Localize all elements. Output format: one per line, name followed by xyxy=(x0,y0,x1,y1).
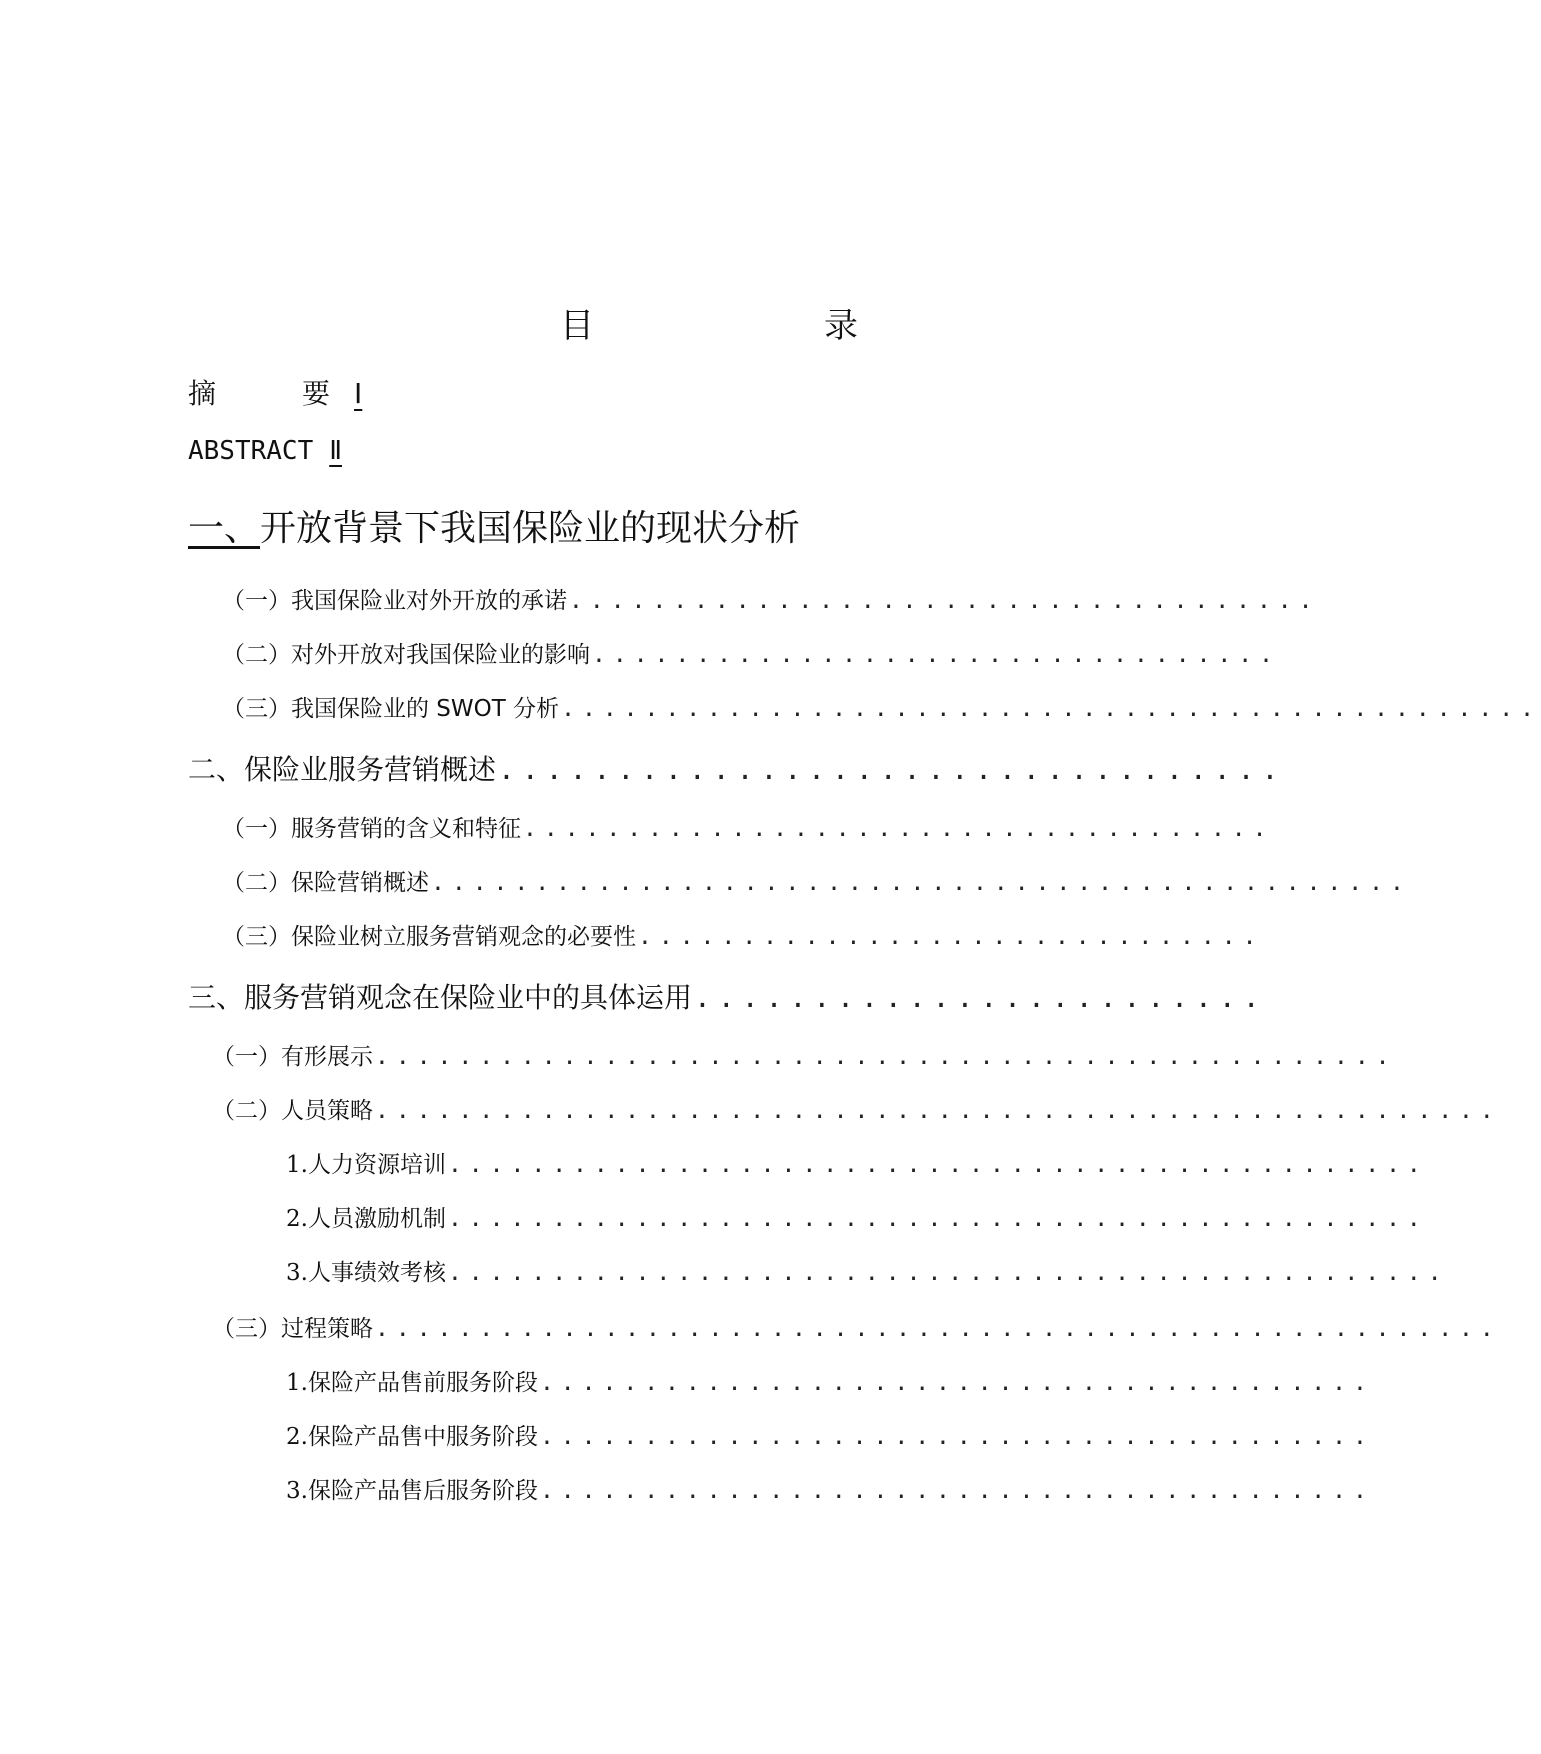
section-number: （一） xyxy=(222,816,291,842)
dot-leader: ................................................. xyxy=(375,1044,1397,1070)
dot-leader: ...................................................... xyxy=(375,1098,1501,1124)
section-number: （二） xyxy=(222,870,291,896)
chapter-number: 一、 xyxy=(188,508,261,549)
page-title: 目 录 xyxy=(560,306,912,346)
section-number: （三） xyxy=(222,696,291,722)
item-number: 1. xyxy=(286,1370,308,1396)
chapter-number: 三、 xyxy=(188,981,245,1014)
entry-label: ABSTRACT xyxy=(188,436,314,466)
toc-entry[interactable] xyxy=(222,690,1541,723)
entry-label: 摘 要 xyxy=(188,377,341,410)
dot-leader: .................................... xyxy=(523,816,1274,842)
page-number: Ⅱ xyxy=(329,436,343,466)
section-title: 我国保险业的 SWOT 分析 xyxy=(291,696,560,722)
item-title: 人力资源培训 xyxy=(307,1152,446,1178)
toc-entry[interactable] xyxy=(212,1310,1501,1343)
toc-entry[interactable] xyxy=(222,636,1280,669)
item-title: 保险产品售中服务阶段 xyxy=(307,1424,538,1450)
dot-leader: ........................................ xyxy=(539,1424,1374,1450)
dot-leader: ............................................... xyxy=(431,870,1411,896)
item-number: 2. xyxy=(286,1424,308,1450)
toc-entry-abstract[interactable] xyxy=(188,436,342,466)
toc-entry[interactable] xyxy=(286,1146,1428,1179)
section-title: 保险业树立服务营销观念的必要性 xyxy=(291,924,636,950)
dot-leader: ................................................ xyxy=(447,1260,1449,1286)
toc-entry[interactable] xyxy=(222,918,1264,951)
toc-entry[interactable] xyxy=(222,582,1320,615)
chapter-title: 保险业服务营销概述 xyxy=(244,753,497,786)
toc-entry[interactable] xyxy=(286,1200,1428,1233)
toc-entry[interactable] xyxy=(212,1038,1397,1071)
dot-leader: ........................................ xyxy=(539,1478,1374,1504)
dot-leader: ................................. xyxy=(592,642,1280,668)
chapter-title: 开放背景下我国保险业的现状分析 xyxy=(260,508,801,549)
dot-leader: ...................................................... xyxy=(375,1316,1501,1342)
section-number: （二） xyxy=(222,642,291,668)
toc-entry[interactable] xyxy=(212,1092,1501,1125)
dot-leader: .............................. xyxy=(638,924,1264,950)
dot-leader: ............................................... xyxy=(447,1206,1428,1232)
toc-entry[interactable] xyxy=(286,1254,1449,1287)
section-number: （一） xyxy=(222,588,291,614)
dot-leader: .................................... xyxy=(569,588,1320,614)
section-number: （三） xyxy=(222,924,291,950)
toc-entry-chapter-1[interactable] xyxy=(188,500,800,551)
dot-leader: ............................................... xyxy=(561,696,1541,722)
item-title: 保险产品售后服务阶段 xyxy=(307,1478,538,1504)
item-title: 保险产品售前服务阶段 xyxy=(307,1370,538,1396)
item-number: 1. xyxy=(286,1152,308,1178)
section-title: 人员策略 xyxy=(281,1098,373,1124)
dot-leader: ............................................... xyxy=(447,1152,1428,1178)
section-number: （二） xyxy=(212,1098,281,1124)
page-number: Ⅰ xyxy=(354,377,363,410)
item-number: 2. xyxy=(286,1206,308,1232)
item-title: 人员激励机制 xyxy=(307,1206,446,1232)
toc-entry-chapter-2[interactable] xyxy=(188,748,1286,788)
section-title: 服务营销的含义和特征 xyxy=(291,816,521,842)
toc-entry[interactable] xyxy=(286,1418,1374,1451)
item-number: 3. xyxy=(286,1478,308,1504)
toc-entry[interactable] xyxy=(222,864,1411,897)
section-title: 对外开放对我国保险业的影响 xyxy=(291,642,590,668)
section-title: 过程策略 xyxy=(281,1316,373,1342)
section-number: （一） xyxy=(212,1044,281,1070)
section-title: 保险营销概述 xyxy=(291,870,429,896)
chapter-number: 二、 xyxy=(188,753,245,786)
dot-leader: ........................ xyxy=(694,981,1267,1014)
section-number: （三） xyxy=(212,1316,281,1342)
dot-leader: ................................. xyxy=(498,753,1286,786)
toc-entry[interactable] xyxy=(222,810,1274,843)
section-title: 有形展示 xyxy=(281,1044,373,1070)
item-title: 人事绩效考核 xyxy=(307,1260,446,1286)
toc-entry[interactable] xyxy=(286,1472,1374,1505)
dot-leader: ........................................ xyxy=(539,1370,1374,1396)
chapter-title: 服务营销观念在保险业中的具体运用 xyxy=(244,981,693,1014)
toc-entry-chapter-3[interactable] xyxy=(188,976,1267,1016)
section-title: 我国保险业对外开放的承诺 xyxy=(291,588,567,614)
toc-entry-summary[interactable] xyxy=(188,372,362,412)
item-number: 3. xyxy=(286,1260,308,1286)
toc-entry[interactable] xyxy=(286,1364,1374,1397)
